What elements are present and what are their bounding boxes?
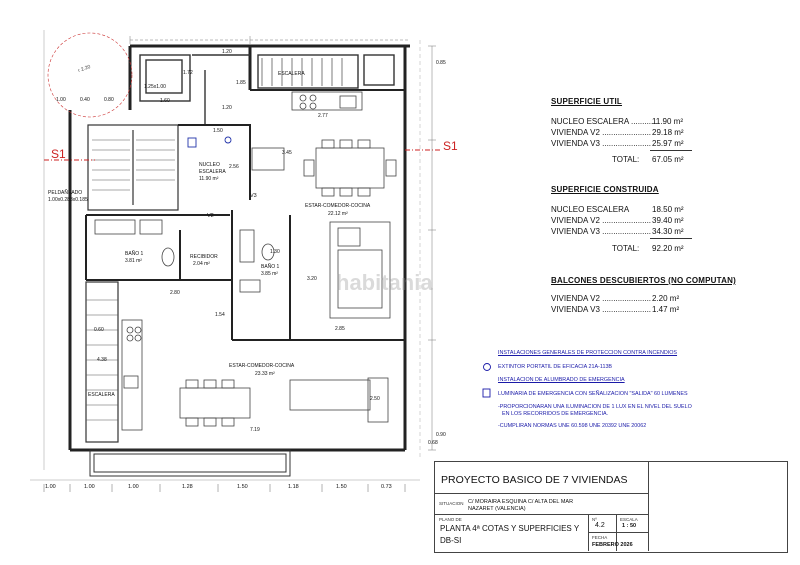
dim-bottom-6: 1.18 (288, 484, 299, 490)
sc-row-1-label: NUCLEO ESCALERA (551, 205, 630, 214)
sc-row-3-value: 34.30 m² (652, 227, 684, 236)
project-title: PROYECTO BASICO DE 7 VIVIENDAS (441, 474, 628, 486)
dim-719: 7.19 (250, 427, 260, 433)
room-label-peldaneado: PELDAÑEADO (48, 190, 83, 196)
dim-172: 1.72 (183, 70, 193, 76)
bal-row-1-value: 2.20 m² (652, 294, 680, 303)
dim-bottom-1: 1.00 (45, 484, 56, 490)
sc-total-label: TOTAL: (612, 244, 640, 253)
room-label-recibidor: RECIBIDOR (190, 254, 218, 260)
sc-total-value: 92.20 m² (652, 244, 684, 253)
room-area-estar-bottom: 23.33 m² (255, 371, 275, 377)
dim-130: 1.30 (270, 249, 280, 255)
legend-note-1a: -PROPORCIONARAN UNA ILUMINACION DE 1 LUX EN EL NIVEL DEL SUELO (498, 404, 692, 410)
title-block-row-3 (588, 532, 648, 533)
escala-value: 1 : 50 (622, 523, 637, 529)
dim-345: 3.45 (282, 150, 292, 156)
dim-285: 2.85 (335, 326, 345, 332)
superficie-construida-title: SUPERFICIE CONSTRUIDA (551, 185, 659, 194)
extintor-icon (482, 362, 492, 372)
room-label-estar-top: ESTAR-COMEDOR-COCINA (305, 203, 371, 209)
dim-bottom-5: 1.50 (237, 484, 248, 490)
su-total-value: 67.05 m² (652, 155, 684, 164)
section-mark-right: S1 (443, 139, 458, 153)
watermark: habitania (336, 270, 433, 295)
room-label-bano-left: BAÑO 1 (125, 251, 144, 257)
fecha-value: FEBRERO 2026 (592, 542, 633, 548)
dim-160: 1.60 (160, 98, 170, 104)
su-row-2-value: 29.18 m² (652, 128, 684, 137)
room-dims-peldaneado: 1.00x0.283x0.185 (48, 197, 88, 203)
dim-256: 2.56 (229, 164, 239, 170)
su-row-3-value: 25.97 m² (652, 139, 684, 148)
room-label-bano-right: BAÑO 1 (261, 264, 280, 270)
su-total-label: TOTAL: (612, 155, 640, 164)
bal-row-2-label: VIVIENDA V3 ...................... (551, 305, 652, 314)
numero-value: 4.2 (595, 522, 605, 529)
dim-bottom-8: 0.73 (381, 484, 392, 490)
room-label-estar-bottom: ESTAR-COMEDOR-COCINA (229, 363, 295, 369)
dim-250: 2.50 (370, 396, 380, 402)
luminaria-icon (482, 388, 492, 398)
su-row-2-label: VIVIENDA V2 ...................... (551, 128, 652, 137)
fecha-label: FECHA (592, 535, 608, 540)
dim-bottom-2: 1.00 (84, 484, 95, 490)
sc-row-2-label: VIVIENDA V2 ...................... (551, 216, 652, 225)
balcones-title: BALCONES DESCUBIERTOS (NO COMPUTAN) (551, 276, 736, 285)
dim-068: 0.68 (428, 440, 438, 446)
room-area-recibidor: 2.04 m² (193, 261, 210, 267)
escala-label: ESCALA (620, 517, 638, 522)
dim-bottom-3: 1.00 (128, 484, 139, 490)
situacion-line-2: NAZARET (VALENCIA) (468, 506, 526, 512)
bal-row-1-label: VIVIENDA V2 ...................... (551, 294, 652, 303)
radius-label: r 2.20 (77, 63, 92, 75)
legend-extintor: EXTINTOR PORTATIL DE EFICACIA 21A-113B (498, 364, 613, 370)
section-mark-left: S1 (51, 147, 66, 161)
dim-438: 4.38 (97, 357, 107, 363)
dim-080: 0.80 (104, 97, 114, 103)
dim-125: 1.25x1.00 (144, 84, 166, 90)
dim-150: 1.50 (213, 128, 223, 134)
unit-label-v2: V2 (207, 213, 214, 219)
su-row-1-label: NUCLEO ESCALERA ............ (551, 117, 658, 126)
dim-120a: 1.20 (222, 49, 232, 55)
dim-280: 2.80 (170, 290, 180, 296)
room-label-nucleo: NUCLEO (199, 162, 220, 168)
dim-154: 1.54 (215, 312, 225, 318)
dim-320: 3.20 (307, 276, 317, 282)
bal-row-2-value: 1.47 m² (652, 305, 680, 314)
numero-label: Nº (592, 517, 597, 522)
dim-085: 0.85 (436, 60, 446, 66)
situacion-label: SITUACION (439, 501, 464, 506)
room-area-estar-top: 22.12 m² (328, 211, 348, 217)
situacion-line-1: C/ MORAIRA ESQUINA C/ ALTA DEL MAR (468, 499, 574, 505)
su-row-3-label: VIVIENDA V3 ...................... (551, 139, 652, 148)
room-label-escalera-bottom: ESCALERA (88, 392, 115, 398)
room-area-bano-left: 3.81 m² (125, 258, 142, 264)
plano-line-1: PLANTA 4ª COTAS Y SUPERFICIES Y (440, 524, 580, 533)
sc-row-1-value: 18.50 m² (652, 205, 684, 214)
sc-total-rule (650, 238, 692, 239)
unit-label-v3: V3 (250, 193, 257, 199)
room-label-escalera-top: ESCALERA (278, 71, 305, 77)
title-block-divider (648, 462, 649, 551)
sc-row-3-label: VIVIENDA V3 ...................... (551, 227, 652, 236)
plano-label: PLANO DE (439, 517, 462, 522)
su-total-rule (650, 150, 692, 151)
sc-row-2-value: 39.40 m² (652, 216, 684, 225)
plano-line-2: DB-SI (440, 536, 462, 545)
dim-120b: 1.20 (222, 105, 232, 111)
legend-alumbrado-title: INSTALACION DE ALUMBRADO DE EMERGENCIA (498, 377, 625, 383)
su-row-1-value: 11.90 m² (652, 117, 683, 126)
dim-277: 2.77 (318, 113, 328, 119)
dim-060: 0.60 (94, 327, 104, 333)
legend-title: INSTALACIONES GENERALES DE PROTECCION CONTRA INCENDIOS (498, 350, 678, 356)
dim-bottom-7: 1.50 (336, 484, 347, 490)
dim-090: 0.90 (436, 432, 446, 438)
room-area-nucleo: 11.90 m² (199, 176, 219, 182)
legend-note-2: -CUMPLIRAN NORMAS UNE 60.598 UNE 20392 UNE 20062 (498, 423, 647, 429)
dim-100: 1.00 (56, 97, 66, 103)
room-area-bano-right: 3.85 m² (261, 271, 278, 277)
legend-note-1b: EN LOS RECORRIDOS DE EMERGENCIA. (502, 411, 609, 417)
dim-bottom-4: 1.28 (182, 484, 193, 490)
title-block-row-1 (435, 493, 648, 494)
dim-040: 0.40 (80, 97, 90, 103)
superficie-util-title: SUPERFICIE UTIL (551, 97, 623, 106)
legend-luminaria: LUMINARIA DE EMERGENCIA CON SEÑALIZACION "SALIDA" 60 LUMENES (498, 391, 688, 397)
dim-185: 1.85 (236, 80, 246, 86)
room-label-nucleo-2: ESCALERA (199, 169, 226, 175)
